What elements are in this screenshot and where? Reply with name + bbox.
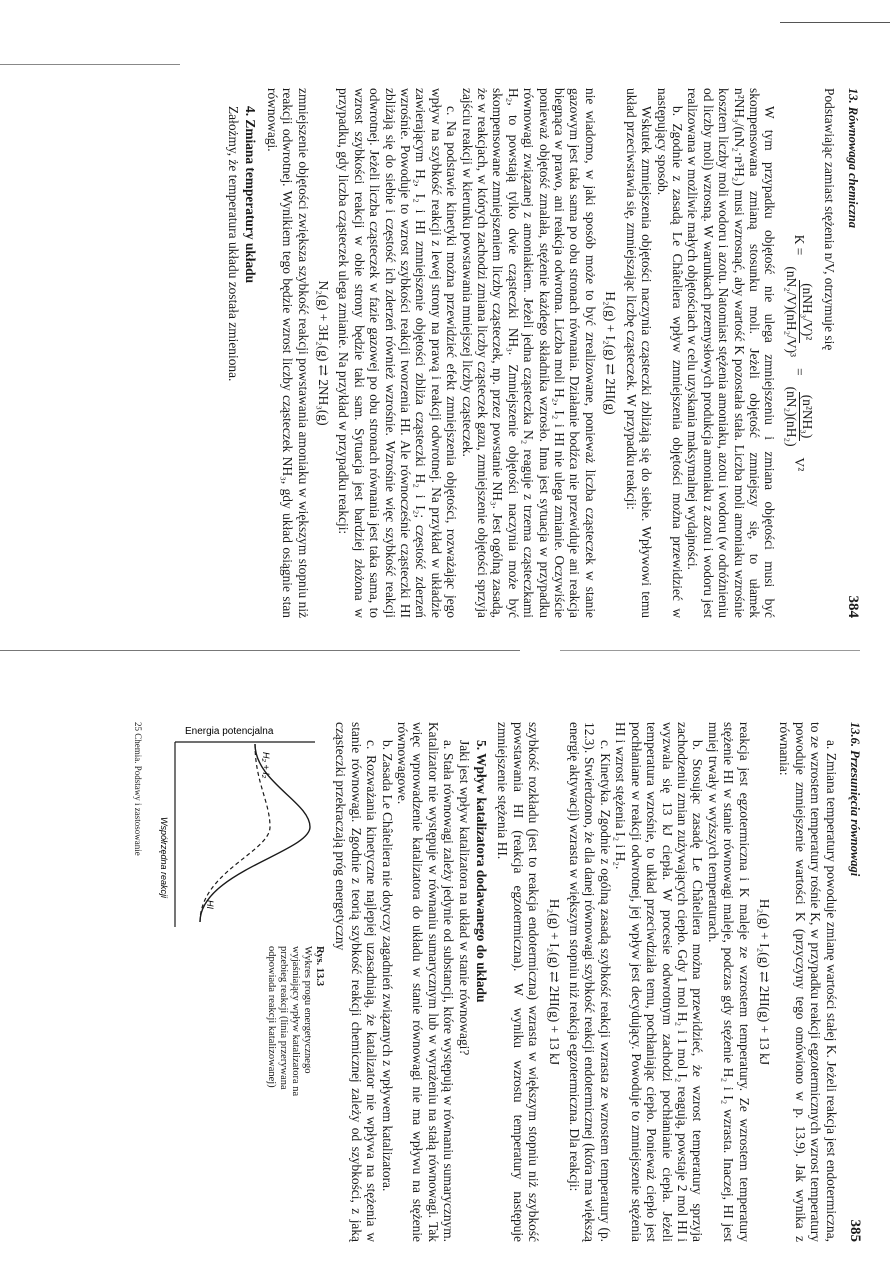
x-axis-label: Współrzędna reakcji	[159, 817, 169, 899]
paragraph: zmniejszenie objętości zwiększa szybkość reakcji powstawania amoniaku w większym stopniu niż reakcji odwrotnej. Wynikiem tego będzie wzrost liczby cząsteczek NH₃, gdy układ osiągnie stan równowagi.	[264, 88, 311, 618]
y-axis-label: Energia potencjalna	[185, 726, 274, 737]
intro-text: Podstawiając zamiast stężenia n/V, otrzymuje się	[821, 88, 837, 351]
paragraph: W tym przypadku objętość nie ulega zmniejszeniu i zmiana objętości musi być skompensowana zmianą stosunku moli. Jeżeli objętość zmniejszy się, to ułamek n²NH₃/(nN₂·n³H₂) musi wzrosnąć, aby wartość K pozostała stała. Liczba moli amoniaku wzrośnie kosztem liczby moli wodoru i azotu. Natomiast stężenia amoniaku, azotu i wodoru (w odróżnieniu od liczby moli) wzrosną. W warunkach przemysłowych produkcja amoniaku z azotu i wodoru jest realizowana w możliwie małych objętościach w celu uzyskania maksymalnej wydajności.	[685, 88, 778, 618]
equation-K-fraction-2	[783, 384, 815, 450]
equation-K-fraction-1	[783, 263, 815, 360]
scan-edge-mark	[0, 64, 180, 65]
equation-K-lhs: K =	[791, 234, 807, 256]
caption-text: Wykres progu energetycznego wyjaśniający wpływ katalizatora na przebieg reakcji (linia przerywana odpowiada reakcji katalizowanej)	[266, 946, 313, 1097]
paragraph: c. Rozważania kinetyczne najlepiej uzasadniają, że katalizator nie wpływa na stężenia w stanie równowagi. Zgodnie z teorią szybkość reakcji chemicznej zależy od szybkości, z jaką cząsteczki przekraczają próg energetyczny	[333, 722, 380, 1242]
equation-nh3: N₂(g) + 3H₂(g) ⇄ 2NH₃(g)	[316, 280, 331, 426]
fraction-denominator: (nN₂)(nH₂)	[783, 386, 799, 447]
page-number: 385	[847, 1219, 863, 1242]
paragraph: a. Zmiana temperatury powoduje zmianę wartości stałej K. Jeżeli reakcja jest endotermiczna, to ze wzrostem temperatury rośnie K, w przypadku reakcji egzotermicznych wzrost temperatury powoduje zmniejszenie wartości K (przyczyny tego omówiono w p. 13.9). Jak wynika z równania:	[777, 722, 839, 1242]
scan-edge-mark	[780, 22, 890, 23]
energy-diagram	[155, 722, 325, 932]
scan-edge-mark	[560, 650, 860, 651]
paragraph: b. Zgodnie z zasadą Le Châteliera wpływ zmniejszenia objętości można przewidzieć w następujący sposób.	[654, 88, 685, 618]
equation-hi-heat: H₂(g) + I₂(g) ⇄ 2HI(g) + 13 kJ	[756, 898, 772, 1066]
fraction-numerator: (nNH₃/V)²	[799, 280, 815, 343]
subheading: 4. Zmiana temperatury układu	[243, 106, 259, 284]
figure-caption	[265, 946, 325, 1116]
curve-right-label: HI	[205, 900, 215, 909]
paragraph: Wskutek zmniejszenia objętości naczynia cząsteczki zbliżają się do siebie. Wpływowi temu układ przeciwstawia się, zmniejszając liczbę cząsteczek. W przypadku reakcji:	[623, 88, 655, 618]
equation-K-equals: =	[791, 368, 807, 376]
equation-K-tail: V²	[791, 457, 807, 472]
running-head-384	[845, 88, 860, 618]
paragraph: c. Kinetyka. Zgodnie z ogólną zasadą szybkość reakcji wzrasta ze wzrostem temperatury (p. 12.3). Stwierdzono, że dla danej równowagi szybkość reakcji endotermicznej (która ma większą energię aktywacji) wzrasta w większym stopniu niż reakcja egzotermiczna. Dla reakcji:	[567, 722, 613, 1242]
footer-note: 25 Chemia. Podstawy i zastosowanie	[133, 722, 143, 856]
paragraph: a. Stała równowagi zależy jedynie od substancji, które występują w równaniu sumarycznym. Katalizator nie występuje w równaniu sumarycznym lub w wyrażeniu na stałą równowagi. Tak więc wprowadzenie katalizatora do układu w stanie równowagi nie ma wpływu na stężenie równowagowe.	[395, 722, 457, 1242]
scan-edge-mark	[0, 650, 520, 651]
paragraph: b. Zasada Le Châteliera nie dotyczy zagadnień związanych z wpływem katalizatora.	[379, 740, 395, 1192]
equation-hi-heat: H₂(g) + I₂(g) ⇄ 2HI(g) + 13 kJ	[546, 898, 562, 1066]
caption-title: Rys. 13.3	[314, 946, 325, 987]
paragraph: nie wiadomo, w jaki sposób może to być zrealizowane, ponieważ liczba cząsteczek w stanie gazowym jest taka sama po obu stronach równania. Działanie bodźca nie przewiduje ani reakcja biegnąca w prawo, ani reakcja odwrotna. Liczba moli H₂, I₂ i HI nie ulega zmianie. Oczywiście ponieważ objętość zmalała, stężenie każdego składnika wzrosło. Inna jest sytuacja w przypadku równowagi związanej z amoniakiem. Jeżeli jedna cząsteczka N₂ reaguje z trzema cząsteczkami H₂, to powstają tylko dwie cząsteczki NH₃. Zmniejszenie objętości naczynia może być skompensowane zmniejszeniem liczby cząsteczek, np. przez powstanie NH₃. Jest ogólną zasadą, że w reakcjach, w których zachodzi zmiana liczby cząsteczek gazu, zmniejszenie objętości sprzyja zajściu reakcji w kierunku powstawania mniejszej liczby cząsteczek.	[459, 88, 598, 618]
figure-13-3	[155, 722, 325, 1242]
catalyzed-curve	[200, 744, 270, 922]
paragraph: szybkość rozkładu (jest to reakcja endotermiczna) wzrasta w większym stopniu niż szybkość powstawania HI (reakcja egzotermiczna). W wyniku wzrostu temperatury następuje zmniejszenie stężenia HI.	[495, 722, 542, 1242]
fraction-numerator: (n²NH₃)	[799, 392, 815, 442]
paragraph: Jaki jest wpływ katalizatora na układ w stanie równowagi?	[456, 740, 472, 1056]
paragraph: reakcja jest egzotermiczna i K maleje ze wzrostem temperatury. Ze wzrostem temperatury stężenie HI w stanie równowagi maleje, podczas gdy stężenie H₂ i I₂ wzrasta. Inaczej, HI jest mniej trwały w wyższych temperaturach.	[705, 722, 752, 1242]
curve-left-label: H₂ + I₂	[261, 752, 271, 779]
equation-hi: H₂(g) + I₂(g) ⇄ 2HI(g)	[603, 291, 619, 415]
paragraph: c. Na podstawie kinetyki można przewidzieć efekt zmniejszenia objętości, rozważając jego wpływ na szybkość reakcji z lewej strony na prawą i reakcji odwrotnej. Na przykład w układzie zawierającym H₂, I₂ i HI zmniejszenie objętości zbliża cząsteczki H₂ i I₂; częstość zderzeń wzrośnie. Powoduje to wzrost szybkości reakcji tworzenia HI. Ale równocześnie cząsteczki HI zbliżają się do siebie i częstość ich zderzeń również wzrośnie. Wzrośnie więc szybkość reakcji odwrotnej. Jeżeli liczba cząsteczek w fazie gazowej po obu stronach równania jest taka sama, to wzrost szybkości reakcji w obie strony będzie taki sam. Sytuacja jest bardziej złożona w przypadku, gdy liczba cząsteczek ulega zmianie. Na przykład w przypadku reakcji:	[336, 88, 460, 618]
fraction-denominator: (nN₂/V)(nH₂/V)³	[783, 266, 799, 358]
section-header: 13. Równowaga chemiczna	[846, 88, 860, 228]
running-head-385	[847, 722, 862, 1242]
page-number: 384	[845, 595, 861, 618]
subheading: 5. Wpływ katalizatora dodawanego do układu	[474, 740, 490, 1003]
paragraph: b. Stosując zasadę Le Châteliera można przewidzieć, że wzrost temperatury sprzyja zachodzeniu zmian zużywających ciepło. Gdy 1 mol H₂ i 1 mol I₂ reagują, powstaje 2 mol HI i wyzwala się 13 kJ ciepła. W procesie odwrotnym zachodzi pochłanianie ciepła. Jeżeli temperatura wzrośnie, to układ przeciwdziała temu, pochłaniając ciepło. Ponieważ ciepło jest pochłaniane w reakcji odwrotnej, jej wpływ jest decydujący. Powoduje to zmniejszenie stężenia HI i wzrost stężenia I₂ i H₂.	[613, 722, 706, 1242]
section-header: 13.6. Przesunięcia równowagi	[848, 722, 862, 877]
page-384	[226, 88, 860, 618]
uncatalyzed-curve	[200, 744, 310, 922]
equation-K	[783, 88, 815, 618]
page-385	[130, 722, 862, 1242]
paragraph: Założmy, że temperatura układu została zmieniona.	[225, 106, 241, 382]
